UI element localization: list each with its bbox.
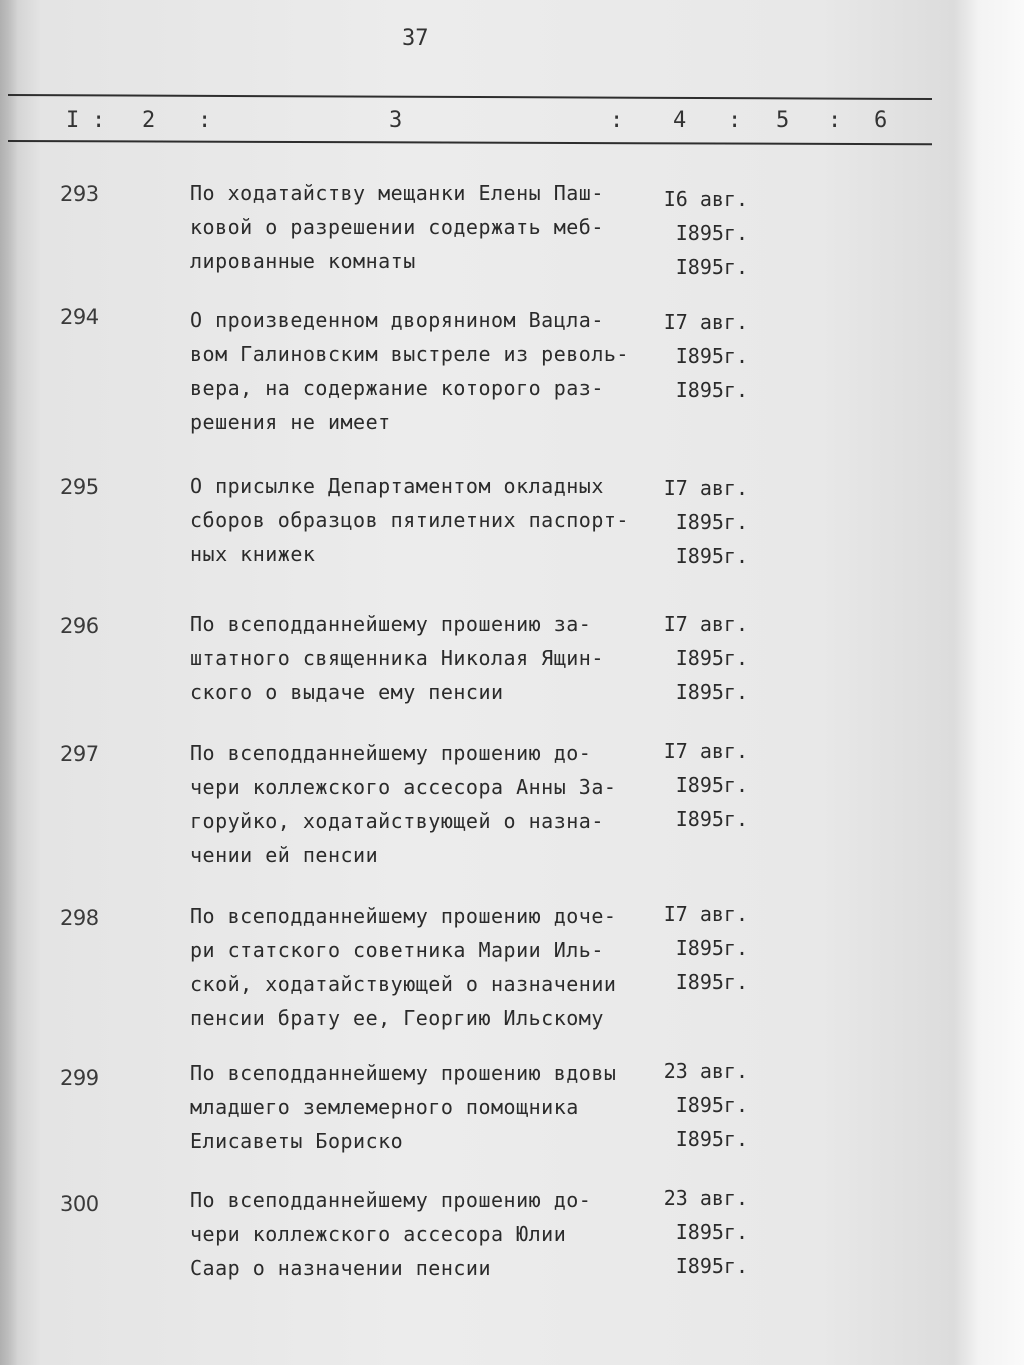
entry-number: 294 [60, 305, 99, 329]
entry-number: 300 [60, 1192, 99, 1216]
entry-description: О присылке Департаментом окладных сборов образцов пятилетних паспорт- ных книжек [190, 474, 629, 566]
entry-number: 295 [60, 475, 99, 499]
entry-dates [648, 607, 748, 709]
column-header-4: 4 [673, 108, 687, 133]
entry-number: 293 [60, 182, 99, 206]
entry-end-year: I895г. [675, 807, 748, 831]
entry-dates [648, 182, 748, 284]
entry-start-date: 23 авг. [663, 1059, 748, 1083]
entry-start-date: I7 авг. [663, 476, 748, 500]
entry-description: По всеподданнейшему прошению доче- ри статского советника Марии Иль- ской, ходатайствующей о назначении пенсии брату ее, Георгию Ильскому [190, 904, 617, 1030]
column-header-1: I [66, 108, 80, 133]
entry-start-year: I895г. [675, 344, 748, 368]
entry-end-year: I895г. [675, 1254, 748, 1278]
entry-end-year: I895г. [675, 680, 748, 704]
entry-start-date: I7 авг. [663, 739, 748, 763]
entry-description: По всеподданнейшему прошению вдовы младшего землемерного помощника Елисаветы Бориско [190, 1061, 617, 1153]
entry-number: 296 [60, 614, 99, 638]
entry-start-year: I895г. [675, 773, 748, 797]
entry-dates [648, 305, 748, 407]
entry-dates [648, 471, 748, 573]
entry-start-year: I895г. [675, 936, 748, 960]
page-edge-right [954, 0, 1024, 1365]
entry-number: 297 [60, 742, 99, 766]
entry-end-year: I895г. [675, 544, 748, 568]
column-separator: : [828, 108, 842, 133]
column-header-2: 2 [142, 108, 156, 133]
entry-description: По всеподданнейшему прошению за- штатного священника Николая Ящин- ского о выдаче ему пенсии [190, 612, 604, 704]
entry-end-year: I895г. [675, 970, 748, 994]
column-separator: : [610, 108, 624, 133]
entry-start-year: I895г. [675, 1220, 748, 1244]
column-separator: : [728, 108, 742, 133]
entry-start-year: I895г. [675, 646, 748, 670]
entry-dates [648, 734, 748, 836]
entry-dates [648, 1181, 748, 1283]
entry-start-date: I6 авг. [663, 187, 748, 211]
entry-number: 299 [60, 1066, 99, 1090]
entry-description: По всеподданнейшему прошению до- чери коллежского ассесора Анны За- горуйко, ходатайствующей о назна- чении ей пенсии [190, 741, 617, 867]
page-shadow-left [0, 0, 18, 1365]
entry-end-year: I895г. [675, 1127, 748, 1151]
column-header-5: 5 [776, 108, 790, 133]
entry-start-year: I895г. [675, 221, 748, 245]
page-number: 37 [402, 26, 429, 51]
entry-end-year: I895г. [675, 255, 748, 279]
header-rule-bottom [8, 140, 932, 145]
column-separator: : [92, 108, 106, 133]
entry-description: По всеподданнейшему прошению до- чери коллежского ассесора Юлии Саар о назначении пенсии [190, 1188, 592, 1280]
column-separator: : [198, 108, 212, 133]
entry-dates [648, 897, 748, 999]
entry-description: По ходатайству мещанки Елены Паш- ковой о разрешении содержать меб- лированные комнаты [190, 181, 604, 273]
entry-start-date: I7 авг. [663, 612, 748, 636]
entry-dates [648, 1054, 748, 1156]
entry-start-date: 23 авг. [663, 1186, 748, 1210]
entry-start-date: I7 авг. [663, 310, 748, 334]
entry-end-year: I895г. [675, 378, 748, 402]
column-header-6: 6 [874, 108, 888, 133]
entry-start-year: I895г. [675, 1093, 748, 1117]
entry-number: 298 [60, 906, 99, 930]
column-header-3: 3 [389, 108, 403, 133]
header-rule-top [8, 94, 932, 100]
entry-start-year: I895г. [675, 510, 748, 534]
entry-start-date: I7 авг. [663, 902, 748, 926]
entry-description: О произведенном дворянином Вацла- вом Галиновским выстреле из револь- вера, на содержание которого раз- решения не имеет [190, 308, 629, 434]
